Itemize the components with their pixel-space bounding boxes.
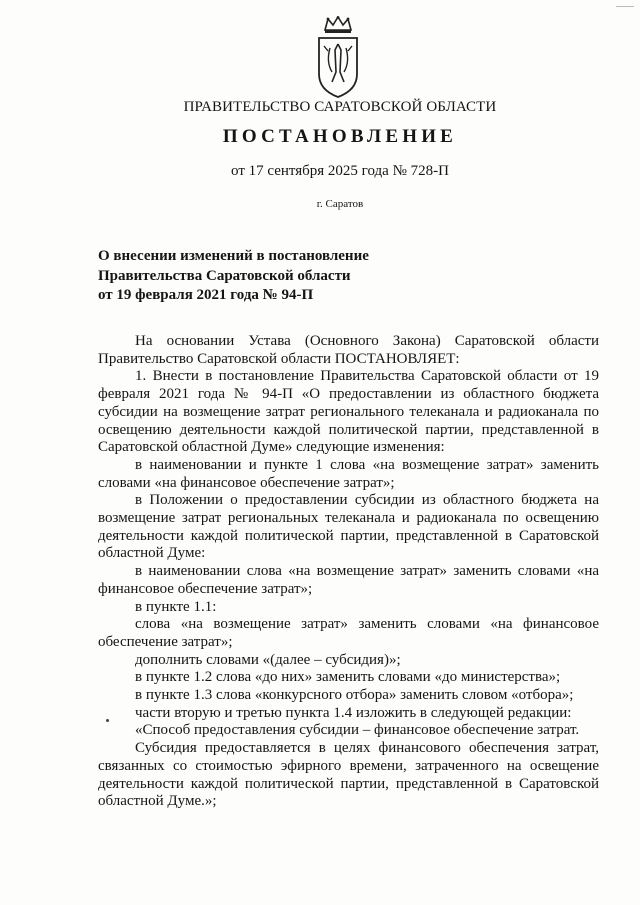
scan-artifact <box>106 719 109 722</box>
body-paragraph: Субсидия предоставляется в целях финансового обеспечения затрат, связанных со стоимостью эфирного времени, затраченного на освещение деятельности каждой политической партии, представленной в Саратовской областной Думе.»; <box>98 740 599 810</box>
scan-artifact <box>616 6 634 7</box>
body-paragraph: в пункте 1.3 слова «конкурсного отбора» заменить словом «отбора»; <box>135 687 574 704</box>
body-paragraph: На основании Устава (Основного Закона) Саратовской области Правительство Саратовской области ПОСТАНОВЛЯЕТ: <box>98 333 599 367</box>
body-paragraph: в наименовании и пункте 1 слова «на возмещение затрат» заменить словами «на финансовое обеспечение затрат»; <box>98 456 599 491</box>
body-paragraph: «Способ предоставления субсидии – финансовое обеспечение затрат. <box>135 722 580 739</box>
subject-line: Правительства Саратовской области <box>98 267 351 284</box>
subject-line: О внесении изменений в постановление <box>98 248 369 264</box>
body-paragraph: части вторую и третью пункта 1.4 изложить в следующей редакции: <box>135 704 572 721</box>
body-paragraph: 1. Внести в постановление Правительства Саратовской области от 19 февраля 2021 года № 94-П «О предоставлении из областного бюджета субсидии на возмещение затрат регионального телеканала и радиоканала по освещению деятельности каждой политической партии, представленной в Саратовской областной Думе» следующие изменения: <box>98 368 599 456</box>
subject-line: от 19 февраля 2021 года № 94-П <box>98 287 314 303</box>
body-paragraph: в Положении о предоставлении субсидии из областного бюджета на возмещение затрат региональных телеканала и радиоканала по освещению деятельности каждой политической партии, представленной в Саратовской областной Думе: <box>98 492 599 562</box>
government-name: ПРАВИТЕЛЬСТВО САРАТОВСКОЙ ОБЛАСТИ <box>183 99 497 115</box>
document-date-number: от 17 сентября 2025 года № 728-П <box>231 163 449 179</box>
body-paragraph: слова «на возмещение затрат» заменить словами «на финансовое обеспечение затрат»; <box>98 616 599 650</box>
body-paragraph: в пункте 1.1: <box>135 598 217 615</box>
body-paragraph: дополнить словами «(далее – субсидия)»; <box>135 651 401 668</box>
document-city: г. Саратов <box>316 198 364 210</box>
document-subject <box>98 247 369 306</box>
body-paragraph: в пункте 1.2 слова «до них» заменить словами «до министерства»; <box>135 669 561 686</box>
saratov-coat-of-arms-icon <box>316 16 360 98</box>
body-paragraph: в наименовании слова «на возмещение затрат» заменить словами «на финансовое обеспечение затрат»; <box>98 563 599 597</box>
document-type: ПОСТАНОВЛЕНИЕ <box>222 126 458 147</box>
document-body <box>98 333 599 811</box>
